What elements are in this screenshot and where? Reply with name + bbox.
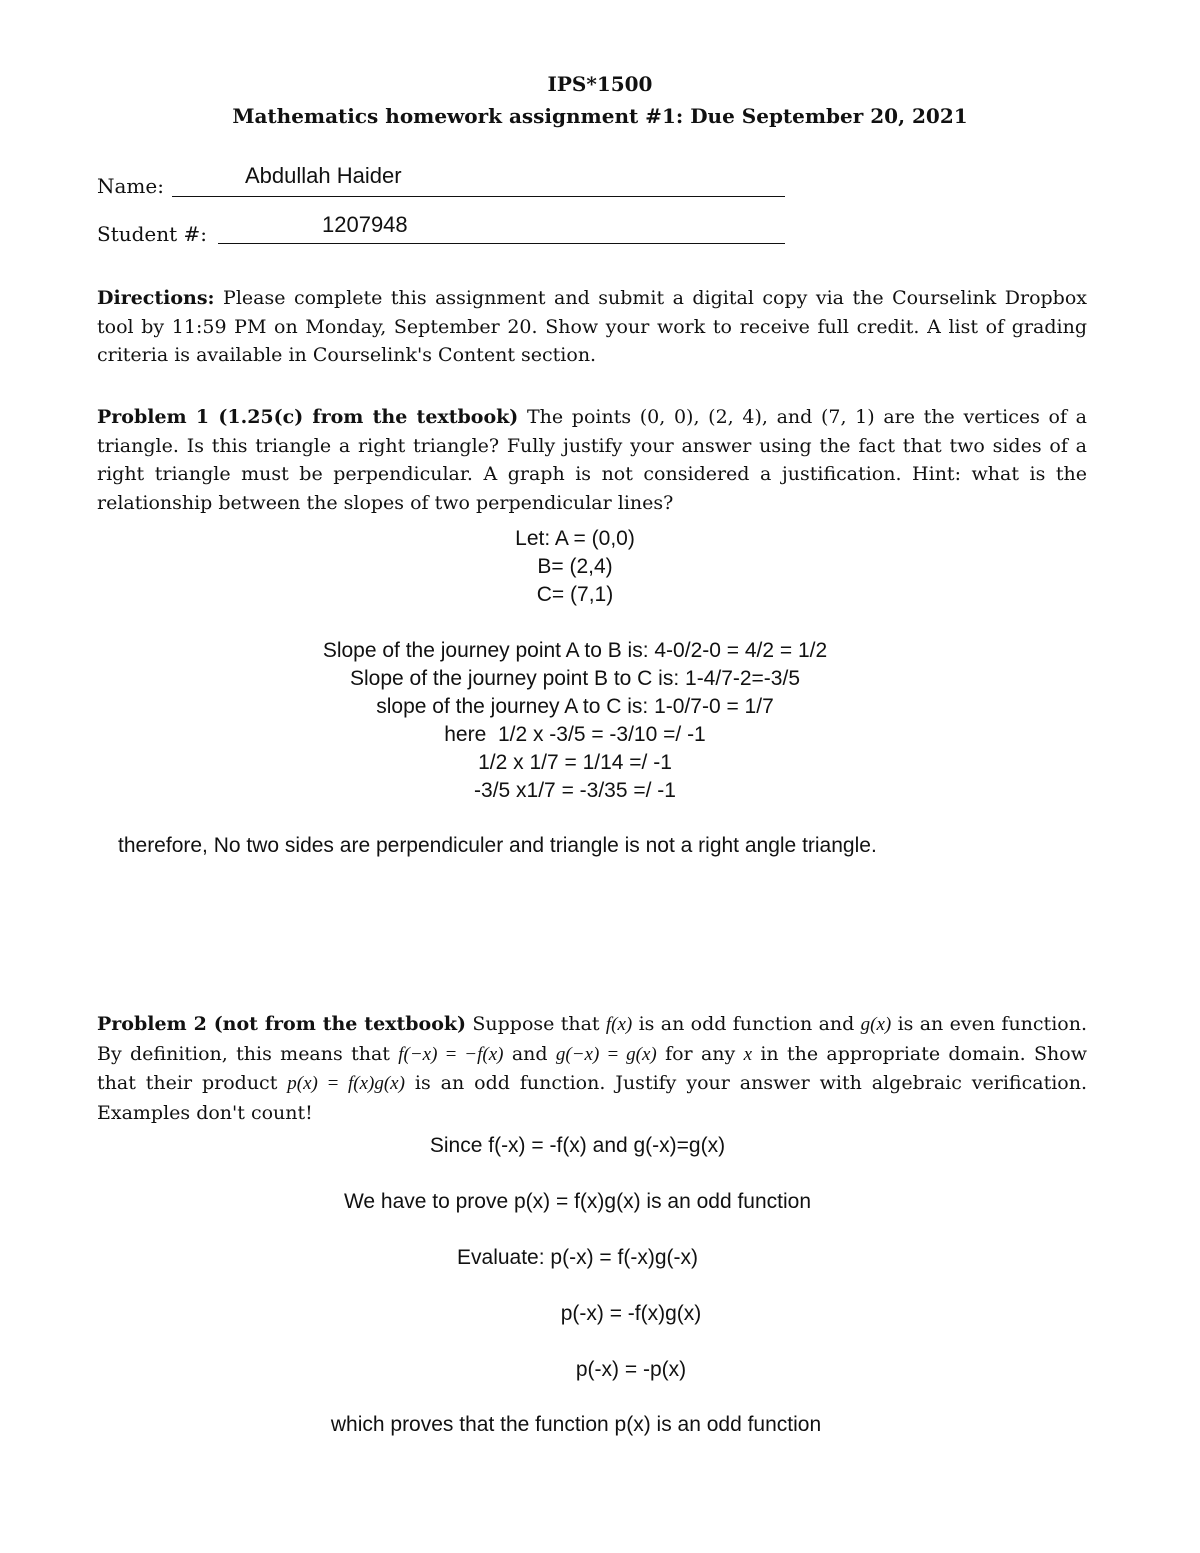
directions-label: Directions: bbox=[97, 287, 215, 309]
problem-1-label: Problem 1 (1.25(c) from the textbook) bbox=[97, 406, 519, 428]
problem-2-text: Suppose that bbox=[472, 1013, 606, 1035]
problem-2-label: Problem 2 (not from the textbook) bbox=[97, 1013, 467, 1035]
answer-line: slope of the journey A to C is: 1-0/7-0 = 1/7 bbox=[376, 695, 774, 718]
problem-1-answer bbox=[0, 525, 1150, 805]
answer-line: here 1/2 x -3/5 = -3/10 =/ -1 bbox=[444, 723, 706, 746]
problem-2-text: is an even function. By definition, this means that bbox=[97, 1013, 1087, 1065]
answer-line: -3/5 x1/7 = -3/35 =/ -1 bbox=[474, 779, 676, 802]
student-number-label: Student #: bbox=[97, 222, 208, 246]
problem-2-text: is an odd function. Justify your answer with algebraic verification. Examples don't count! bbox=[97, 1072, 1087, 1124]
math-expression: f(x) bbox=[605, 1014, 633, 1035]
problem-2-answer-line-6: which proves that the function p(x) is an odd function bbox=[330, 1413, 822, 1436]
math-expression: f(−x) = −f(x) bbox=[398, 1043, 504, 1065]
answer-line: B= (2,4) bbox=[537, 555, 613, 578]
answer-line: Slope of the journey point B to C is: 1-4/7-2=-3/5 bbox=[349, 667, 800, 690]
problem-1-conclusion: therefore, No two sides are perpendiculer and triangle is not a right angle triangle. bbox=[118, 834, 877, 857]
answer-line: C= (7,1) bbox=[536, 583, 614, 606]
answer-line: Let: A = (0,0) bbox=[515, 527, 635, 550]
name-label: Name: bbox=[97, 174, 164, 198]
problem-2-text: in the appropriate domain. Show that their product bbox=[97, 1042, 1087, 1094]
problem-2-answer-line-5: p(-x) = -p(x) bbox=[575, 1358, 687, 1381]
name-underline bbox=[172, 196, 785, 197]
directions-text: Please complete this assignment and submit a digital copy via the Courselink Dropbox tool by 11:59 PM on Monday, September 20. Show your work to receive full credit. A list of grading criteria is available in Courselink's Content section. bbox=[97, 287, 1087, 366]
problem-2-statement bbox=[97, 1010, 1087, 1127]
student-number-underline bbox=[218, 243, 785, 244]
problem-1-statement bbox=[97, 403, 1087, 517]
student-number-input[interactable]: 1207948 bbox=[322, 212, 408, 237]
problem-2-answer-line-1: Since f(-x) = -f(x) and g(-x)=g(x) bbox=[429, 1134, 726, 1157]
math-expression: g(x) bbox=[860, 1014, 892, 1035]
problem-2-text: is an odd function and bbox=[632, 1013, 861, 1035]
problem-2-answer-line-4: p(-x) = -f(x)g(x) bbox=[560, 1302, 702, 1325]
problem-1-text: The points (0, 0), (2, 4), and (7, 1) are the vertices of a triangle. Is this triangle a right triangle? Fully justify your answer using the fact that two sides of a right triangle must be perpendicular. A graph is not considered a justification. Hint: what is the relationship between the slopes of two perpendicular lines? bbox=[97, 406, 1087, 514]
problem-2-answer-line-3: Evaluate: p(-x) = f(-x)g(-x) bbox=[457, 1246, 698, 1269]
math-expression: x bbox=[743, 1043, 753, 1065]
problem-2-text: for any bbox=[656, 1042, 744, 1065]
answer-line bbox=[0, 609, 1150, 637]
math-expression: p(x) = f(x)g(x) bbox=[287, 1073, 405, 1094]
math-expression: g(−x) = g(x) bbox=[555, 1043, 657, 1065]
problem-2-answer-line-2: We have to prove p(x) = f(x)g(x) is an odd function bbox=[343, 1190, 812, 1213]
directions-paragraph bbox=[97, 284, 1087, 370]
course-code: IPS*1500 bbox=[547, 72, 653, 96]
assignment-title: Mathematics homework assignment #1: Due September 20, 2021 bbox=[232, 104, 968, 128]
name-input[interactable]: Abdullah Haider bbox=[245, 163, 402, 188]
answer-line: 1/2 x 1/7 = 1/14 =/ -1 bbox=[478, 751, 672, 774]
problem-2-text: and bbox=[503, 1042, 556, 1065]
answer-line: Slope of the journey point A to B is: 4-0/2-0 = 4/2 = 1/2 bbox=[322, 639, 828, 662]
